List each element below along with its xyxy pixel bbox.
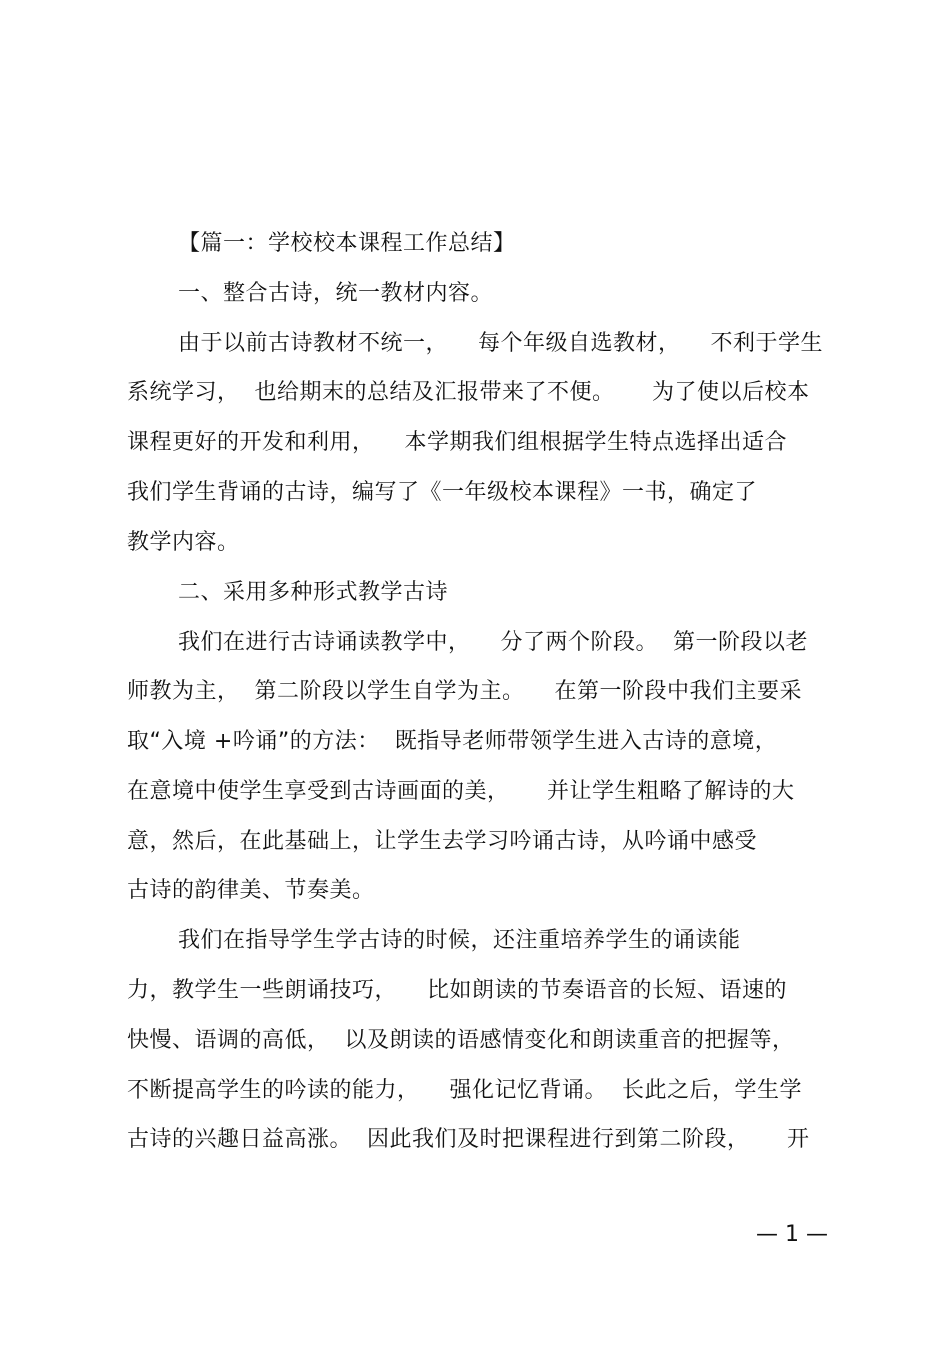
- paragraph-line: 我们在进行古诗诵读教学中， 分了两个阶段。 第一阶段以老: [178, 630, 808, 655]
- page-number: — 1 —: [756, 1222, 828, 1247]
- paragraph-line: 我们学生背诵的古诗，编写了《一年级校本课程》一书，确定了: [127, 480, 758, 505]
- paragraph-line: 由于以前古诗教材不统一， 每个年级自选教材， 不利于学生: [178, 331, 823, 356]
- subheading-1: 一、整合古诗，统一教材内容。: [178, 281, 494, 306]
- paragraph-line: 在意境中使学生享受到古诗画面的美， 并让学生粗略了解诗的大: [127, 779, 795, 804]
- paragraph-line: 取“入境 +吟诵”的方法： 既指导老师带领学生进入古诗的意境，: [127, 729, 778, 754]
- paragraph-line: 师教为主， 第二阶段以学生自学为主。 在第一阶段中我们主要采: [127, 679, 802, 704]
- paragraph-line: 力，教学生一些朗诵技巧， 比如朗读的节奏语音的长短、语速的: [127, 978, 787, 1003]
- paragraph-line: 古诗的韵律美、节奏美。: [127, 878, 375, 903]
- paragraph-line: 意，然后，在此基础上，让学生去学习吟诵古诗，从吟诵中感受: [127, 829, 758, 854]
- subheading-2: 二、采用多种形式教学古诗: [178, 580, 449, 605]
- paragraph-line: 系统学习， 也给期末的总结及汇报带来了不便。 为了使以后校本: [127, 380, 810, 405]
- paragraph-line: 快慢、语调的高低， 以及朗读的语感情变化和朗读重音的把握等，: [127, 1028, 795, 1053]
- paragraph-line: 不断提高学生的吟读的能力， 强化记忆背诵。 长此之后，学生学: [127, 1078, 802, 1103]
- section-heading: 【篇一：学校校本课程工作总结】: [178, 231, 516, 256]
- paragraph-line: 古诗的兴趣日益高涨。 因此我们及时把课程进行到第二阶段， 开: [127, 1127, 810, 1152]
- paragraph-line: 教学内容。: [127, 530, 240, 555]
- paragraph-line: 课程更好的开发和利用， 本学期我们组根据学生特点选择出适合: [127, 430, 787, 455]
- paragraph-line: 我们在指导学生学古诗的时候，还注重培养学生的诵读能: [178, 928, 741, 953]
